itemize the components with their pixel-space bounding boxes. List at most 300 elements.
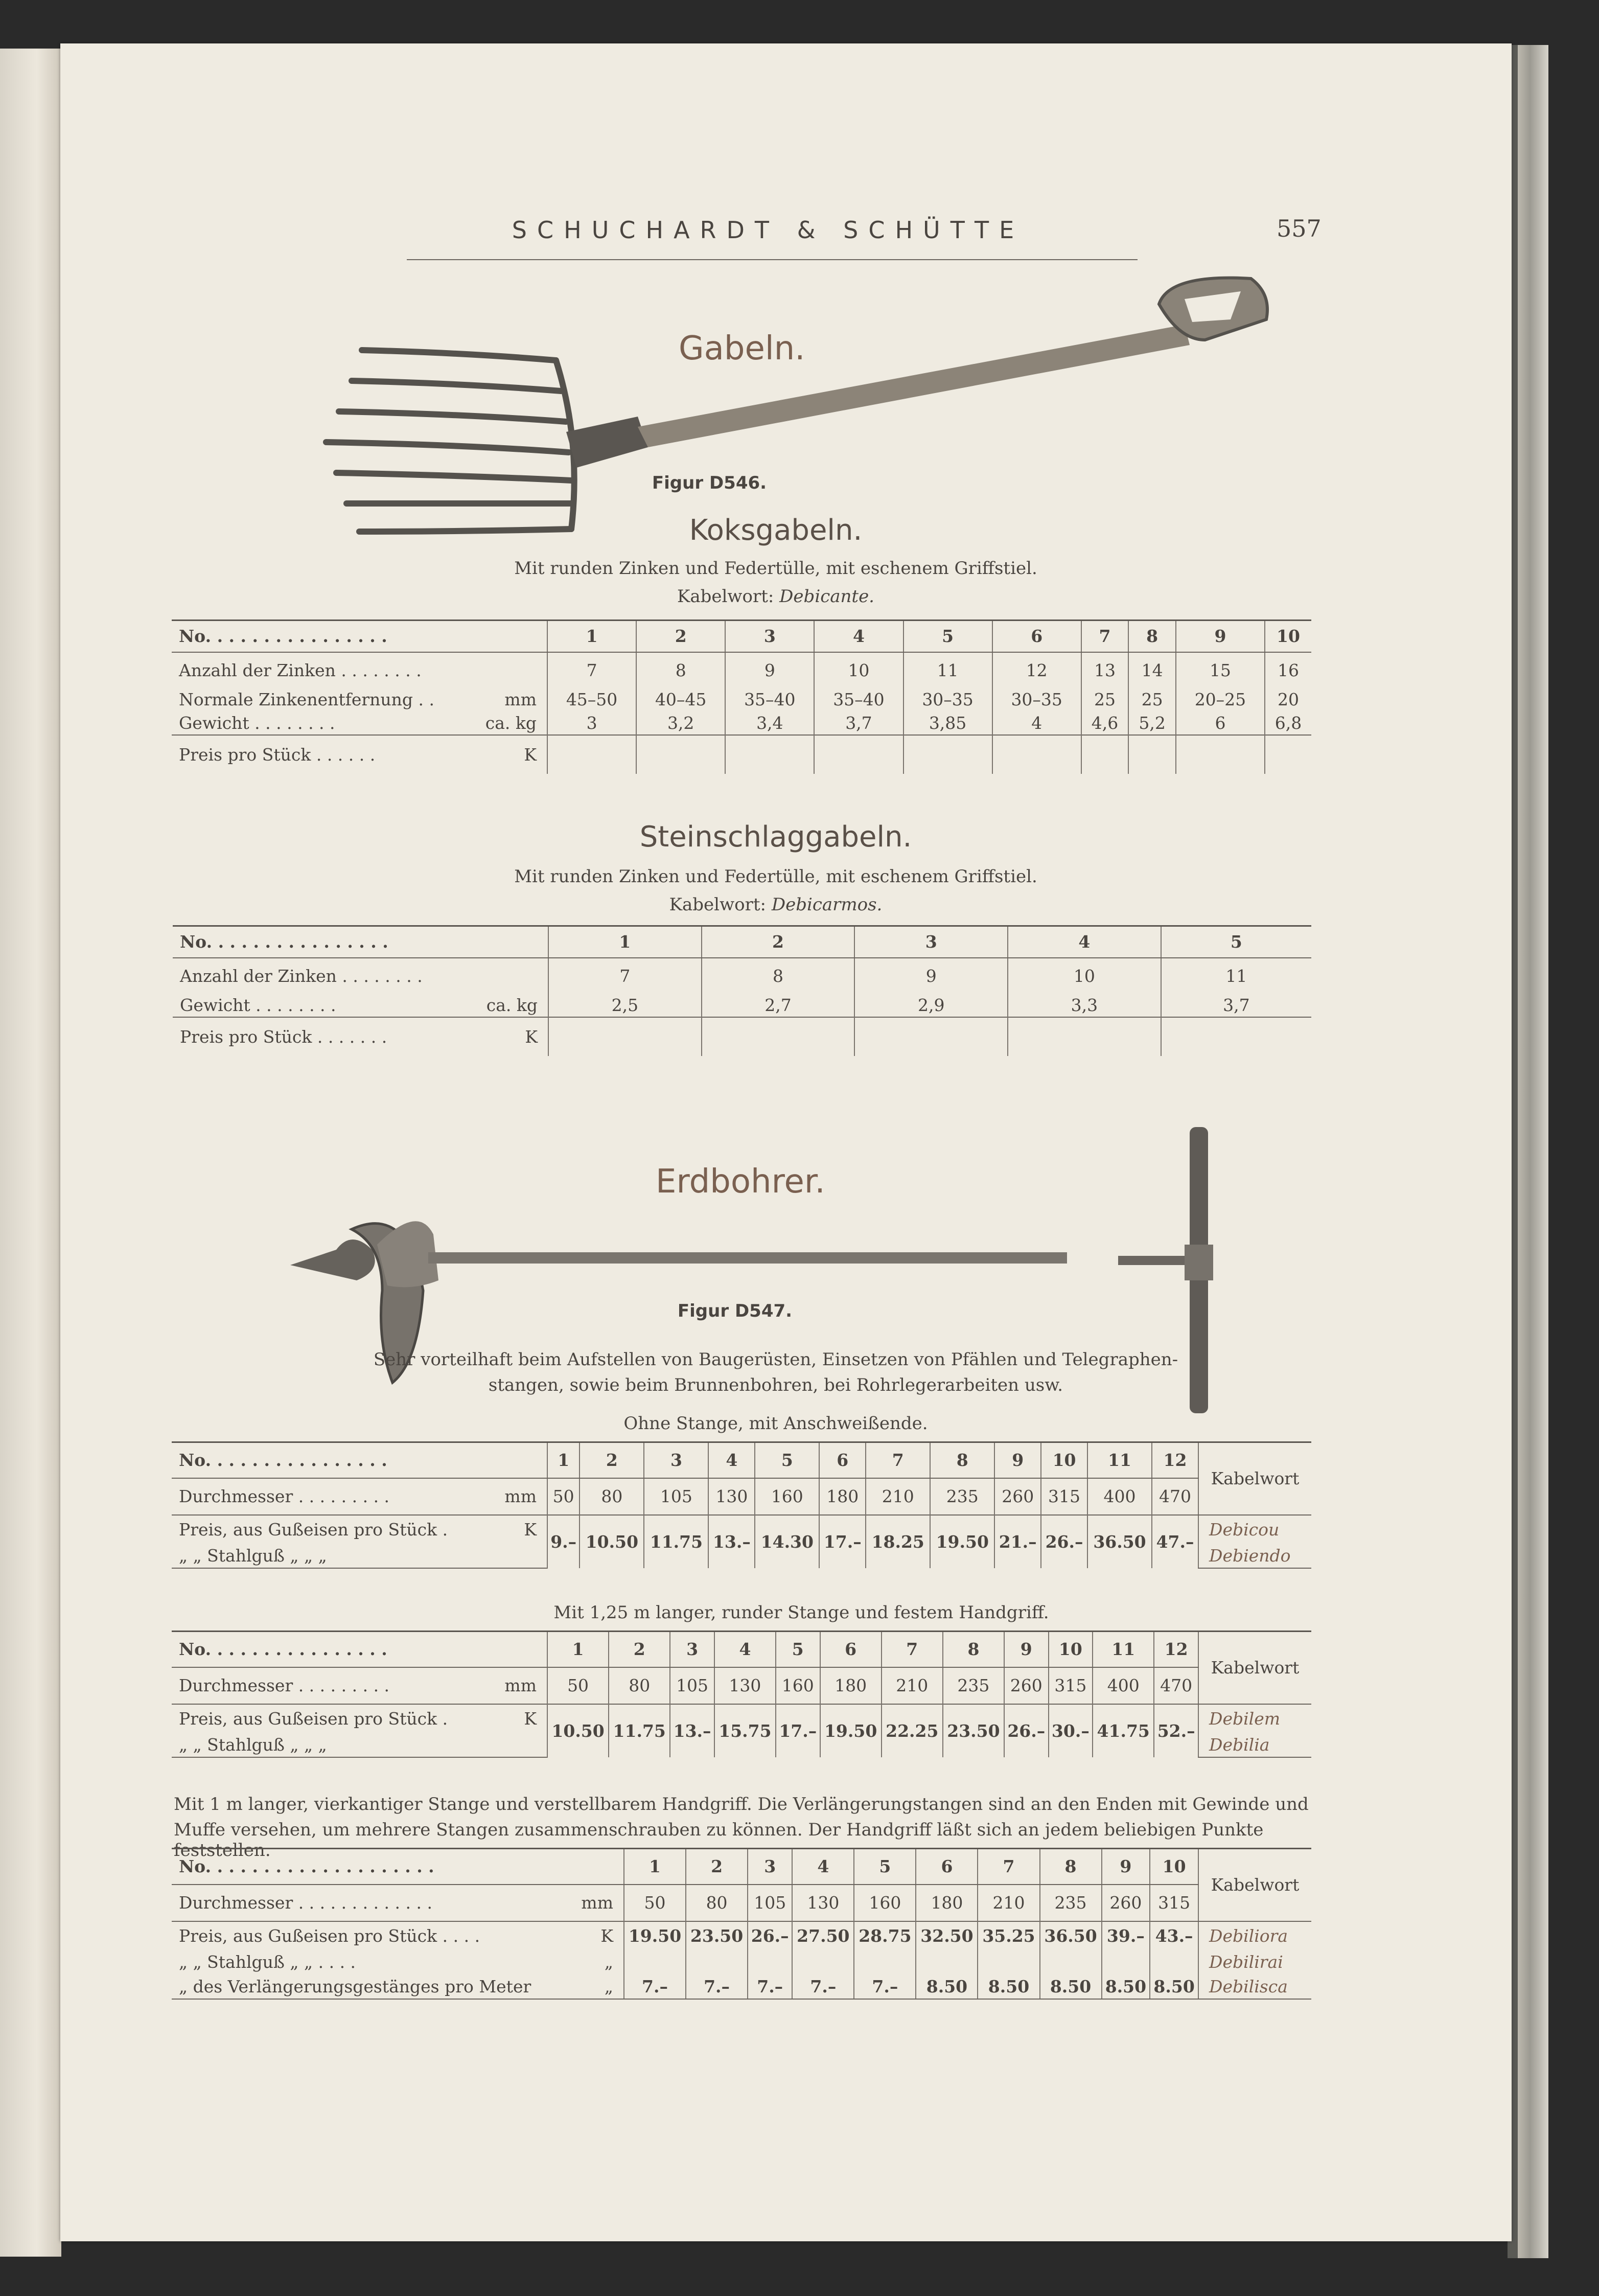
section-title-steinschlaggabeln: Steinschlaggabeln. bbox=[639, 820, 912, 854]
row-label bbox=[172, 1667, 547, 1704]
column-number: 10 bbox=[1150, 1849, 1198, 1885]
erdbohrer-description-line2: stangen, sowie beim Brunnenbohren, bei Rohrlegerarbeiten usw. bbox=[488, 1375, 1063, 1395]
row-unit: K bbox=[524, 1708, 537, 1729]
row-label-text: Preis pro Stück . . . . . . . bbox=[180, 1026, 387, 1047]
catalog-page bbox=[60, 43, 1512, 2241]
table-row bbox=[172, 711, 1311, 735]
diameter-cell: 80 bbox=[609, 1667, 670, 1704]
value-cell: 3,7 bbox=[814, 711, 903, 735]
value-cell: 20 bbox=[1265, 688, 1311, 711]
kabelwort-cell: Debilem bbox=[1198, 1704, 1311, 1733]
row-label-text: „ des Verlängerungsgestänges pro Meter bbox=[179, 1976, 531, 1996]
price-cell: 19.50 bbox=[624, 1921, 686, 1950]
extension-price-cell: 7.– bbox=[624, 1974, 686, 1999]
row-unit: „ bbox=[604, 1976, 613, 1996]
kabelwort-cell: Debicou bbox=[1198, 1515, 1311, 1544]
diameter-cell: 210 bbox=[978, 1885, 1039, 1921]
diameter-cell: 210 bbox=[866, 1478, 930, 1515]
value-cell: 20–25 bbox=[1176, 688, 1265, 711]
column-number: 4 bbox=[792, 1849, 854, 1885]
value-cell: 3 bbox=[547, 711, 636, 735]
extension-price-cell: 8.50 bbox=[1040, 1974, 1102, 1999]
column-number: 4 bbox=[708, 1442, 755, 1478]
price-cell: 11.75 bbox=[644, 1515, 708, 1568]
diameter-cell: 50 bbox=[624, 1885, 686, 1921]
row-label bbox=[173, 958, 548, 994]
value-cell: 2,5 bbox=[548, 994, 702, 1017]
steinschlaggabeln-table bbox=[173, 925, 1311, 1056]
table-row bbox=[172, 621, 1311, 652]
row-unit: mm bbox=[504, 1486, 537, 1506]
row-label-text: Durchmesser . . . . . . . . . bbox=[179, 1675, 390, 1695]
value-cell: 35–40 bbox=[725, 688, 814, 711]
table2-caption: Mit 1,25 m langer, runder Stange und festem Handgriff. bbox=[553, 1602, 1049, 1623]
table3-caption-line2: Muffe versehen, um mehrere Stangen zusammenschrauben zu können. Der Handgriff läßt sich an jedem beliebigen Punkte feststellen. bbox=[174, 1820, 1264, 1861]
extension-price-cell: 8.50 bbox=[1102, 1974, 1150, 1999]
kabelwort-header: Kabelwort bbox=[1198, 1632, 1311, 1704]
left-page-edge bbox=[0, 49, 61, 2257]
column-number: 1 bbox=[547, 1442, 580, 1478]
extension-price-cell: 7.– bbox=[686, 1974, 748, 1999]
empty-cell bbox=[624, 1950, 686, 1974]
price-cell: 10.50 bbox=[580, 1515, 644, 1568]
extension-price-cell: 7.– bbox=[792, 1974, 854, 1999]
column-number: 5 bbox=[854, 1849, 916, 1885]
column-number: 3 bbox=[670, 1632, 714, 1667]
row-label bbox=[172, 1544, 547, 1568]
column-number: 7 bbox=[882, 1632, 943, 1667]
value-cell: 9 bbox=[854, 958, 1008, 994]
page-stack-edge bbox=[1518, 45, 1548, 2258]
column-number: 6 bbox=[992, 621, 1081, 652]
price-cell bbox=[903, 735, 992, 774]
column-number: 9 bbox=[994, 1442, 1041, 1478]
row-unit: mm bbox=[504, 1675, 537, 1695]
column-number: 10 bbox=[1041, 1442, 1087, 1478]
column-number: 5 bbox=[755, 1442, 819, 1478]
price-cell: 15.75 bbox=[714, 1704, 776, 1757]
empty-cell bbox=[1150, 1950, 1198, 1974]
price-cell: 43.– bbox=[1150, 1921, 1198, 1950]
column-number: 6 bbox=[820, 1632, 882, 1667]
diameter-cell: 400 bbox=[1087, 1478, 1152, 1515]
kabelwort-cell: Debilisca bbox=[1198, 1974, 1311, 1999]
diameter-cell: 315 bbox=[1041, 1478, 1087, 1515]
diameter-cell: 400 bbox=[1093, 1667, 1154, 1704]
running-head: SCHUCHARDT & SCHÜTTE bbox=[512, 216, 1025, 244]
table-row bbox=[173, 994, 1311, 1017]
column-number: 10 bbox=[1265, 621, 1311, 652]
row-label-text: „ „ Stahlguß „ „ „ bbox=[179, 1734, 327, 1755]
table-row bbox=[173, 958, 1311, 994]
kabelwort-cell: Debilia bbox=[1198, 1733, 1311, 1757]
row-unit: K bbox=[525, 1026, 538, 1047]
diameter-cell: 160 bbox=[755, 1478, 819, 1515]
row-label-text: „ „ Stahlguß „ „ . . . . bbox=[179, 1952, 356, 1972]
extension-price-cell: 8.50 bbox=[1150, 1974, 1198, 1999]
price-cell: 23.50 bbox=[943, 1704, 1004, 1757]
value-cell: 8 bbox=[702, 958, 855, 994]
value-cell: 25 bbox=[1081, 688, 1129, 711]
column-number: 9 bbox=[1176, 621, 1265, 652]
row-label-text: Anzahl der Zinken . . . . . . . . bbox=[179, 660, 422, 680]
diameter-cell: 235 bbox=[930, 1478, 994, 1515]
value-cell: 35–40 bbox=[814, 688, 903, 711]
price-cell bbox=[1128, 735, 1176, 774]
erdbohrer-description-line1: Sehr vorteilhaft beim Aufstellen von Baugerüsten, Einsetzen von Pfählen und Telegraphen- bbox=[373, 1349, 1178, 1370]
diameter-cell: 130 bbox=[708, 1478, 755, 1515]
column-number: 3 bbox=[725, 621, 814, 652]
value-cell: 6 bbox=[1176, 711, 1265, 735]
value-cell: 30–35 bbox=[992, 688, 1081, 711]
table-row bbox=[172, 1632, 1311, 1667]
price-cell: 11.75 bbox=[609, 1704, 670, 1757]
figure-caption-d546: Figur D546. bbox=[652, 473, 767, 493]
column-number: 1 bbox=[547, 621, 636, 652]
koksgabeln-description: Mit runden Zinken und Federtülle, mit eschenem Griffstiel. bbox=[514, 558, 1037, 579]
value-cell: 3,2 bbox=[636, 711, 725, 735]
value-cell: 14 bbox=[1128, 652, 1176, 688]
price-cell bbox=[1161, 1017, 1311, 1056]
column-number: 1 bbox=[548, 926, 702, 958]
empty-cell bbox=[916, 1950, 978, 1974]
row-label-text: Preis, aus Gußeisen pro Stück . bbox=[179, 1708, 448, 1729]
price-cell: 14.30 bbox=[755, 1515, 819, 1568]
column-number: 5 bbox=[776, 1632, 820, 1667]
row-label-text: Normale Zinkenentfernung . . bbox=[179, 690, 434, 709]
value-cell: 15 bbox=[1176, 652, 1265, 688]
extension-price-cell: 7.– bbox=[854, 1974, 916, 1999]
figure-caption-d547: Figur D547. bbox=[677, 1301, 793, 1321]
price-cell: 36.50 bbox=[1087, 1515, 1152, 1568]
price-cell: 13.– bbox=[670, 1704, 714, 1757]
row-label-text: „ „ Stahlguß „ „ „ bbox=[179, 1545, 327, 1566]
diameter-cell: 160 bbox=[854, 1885, 916, 1921]
column-number: 5 bbox=[903, 621, 992, 652]
row-label bbox=[172, 1849, 624, 1885]
diameter-cell: 130 bbox=[714, 1667, 776, 1704]
price-cell: 17.– bbox=[776, 1704, 820, 1757]
table-row bbox=[172, 735, 1311, 774]
kabelwort-value: Debicante. bbox=[779, 586, 874, 607]
value-cell: 4 bbox=[992, 711, 1081, 735]
price-cell bbox=[636, 735, 725, 774]
column-number: 5 bbox=[1161, 926, 1311, 958]
column-number: 2 bbox=[686, 1849, 748, 1885]
value-cell: 10 bbox=[1008, 958, 1161, 994]
column-number: 8 bbox=[930, 1442, 994, 1478]
column-number: 7 bbox=[978, 1849, 1039, 1885]
row-label-text: No. . . . . . . . . . . . . . . . bbox=[179, 1450, 387, 1471]
row-label-text: Preis pro Stück . . . . . . bbox=[179, 744, 376, 765]
table-row bbox=[173, 1017, 1311, 1056]
steinschlaggabeln-description: Mit runden Zinken und Federtülle, mit eschenem Griffstiel. bbox=[514, 866, 1037, 887]
value-cell: 2,7 bbox=[702, 994, 855, 1017]
kabelwort-value: Debicarmos. bbox=[771, 894, 883, 915]
diameter-cell: 235 bbox=[943, 1667, 1004, 1704]
erdbohrer-table-1 bbox=[172, 1441, 1311, 1569]
row-label bbox=[172, 621, 547, 652]
row-label bbox=[172, 711, 547, 735]
row-label-text: No. . . . . . . . . . . . . . . . . . . . bbox=[179, 1856, 434, 1877]
value-cell: 25 bbox=[1128, 688, 1176, 711]
table1-caption: Ohne Stange, mit Anschweißende. bbox=[623, 1413, 928, 1434]
row-unit: ca. kg bbox=[486, 995, 538, 1015]
empty-cell bbox=[792, 1950, 854, 1974]
row-unit: mm bbox=[504, 690, 537, 709]
row-label-text: Anzahl der Zinken . . . . . . . . bbox=[180, 966, 423, 986]
price-cell: 22.25 bbox=[882, 1704, 943, 1757]
kabelwort-label: Kabelwort: bbox=[677, 586, 774, 607]
diameter-cell: 315 bbox=[1049, 1667, 1093, 1704]
erdbohrer-table-3 bbox=[172, 1848, 1311, 2000]
row-label-text: Preis, aus Gußeisen pro Stück . bbox=[179, 1519, 448, 1540]
table3-caption-line1: Mit 1 m langer, vierkantiger Stange und verstellbarem Handgriff. Die Verlängerungstangen sind an den Enden mit Gewinde und bbox=[174, 1794, 1309, 1815]
column-number: 3 bbox=[748, 1849, 792, 1885]
row-label bbox=[172, 652, 547, 688]
price-cell: 10.50 bbox=[547, 1704, 609, 1757]
diameter-cell: 105 bbox=[748, 1885, 792, 1921]
row-label-text: Durchmesser . . . . . . . . . bbox=[179, 1486, 390, 1506]
row-label bbox=[172, 1950, 624, 1974]
diameter-cell: 50 bbox=[547, 1667, 609, 1704]
row-label-text: Durchmesser . . . . . . . . . . . . . bbox=[179, 1893, 432, 1913]
kabelwort-cell: Debilirai bbox=[1198, 1950, 1311, 1974]
column-number: 1 bbox=[624, 1849, 686, 1885]
table-row bbox=[172, 1885, 1311, 1921]
column-number: 4 bbox=[1008, 926, 1161, 958]
erdbohrer-table-2 bbox=[172, 1631, 1311, 1758]
price-cell: 26.– bbox=[748, 1921, 792, 1950]
column-number: 2 bbox=[636, 621, 725, 652]
price-cell bbox=[854, 1017, 1008, 1056]
empty-cell bbox=[686, 1950, 748, 1974]
kabelwort-cell: Debiendo bbox=[1198, 1544, 1311, 1568]
diameter-cell: 180 bbox=[820, 1667, 882, 1704]
value-cell: 40–45 bbox=[636, 688, 725, 711]
diameter-cell: 235 bbox=[1040, 1885, 1102, 1921]
empty-cell bbox=[1040, 1950, 1102, 1974]
row-unit: mm bbox=[581, 1893, 613, 1913]
price-cell: 30.– bbox=[1049, 1704, 1093, 1757]
row-label-text: Gewicht . . . . . . . . bbox=[179, 713, 335, 733]
value-cell: 10 bbox=[814, 652, 903, 688]
diameter-cell: 470 bbox=[1152, 1478, 1198, 1515]
price-cell bbox=[1081, 735, 1129, 774]
price-cell bbox=[1265, 735, 1311, 774]
row-label bbox=[172, 1632, 547, 1667]
section-title-gabeln: Gabeln. bbox=[679, 330, 805, 368]
column-number: 9 bbox=[1102, 1849, 1150, 1885]
value-cell: 5,2 bbox=[1128, 711, 1176, 735]
row-unit: K bbox=[600, 1925, 613, 1946]
value-cell: 3,3 bbox=[1008, 994, 1161, 1017]
value-cell: 7 bbox=[548, 958, 702, 994]
table-row bbox=[172, 1478, 1311, 1515]
page-number: 557 bbox=[1277, 215, 1322, 242]
price-cell: 47.– bbox=[1152, 1515, 1198, 1568]
price-cell: 19.50 bbox=[820, 1704, 882, 1757]
value-cell: 9 bbox=[725, 652, 814, 688]
column-number: 8 bbox=[943, 1632, 1004, 1667]
diameter-cell: 470 bbox=[1154, 1667, 1198, 1704]
table-row bbox=[172, 688, 1311, 711]
row-label-text: Gewicht . . . . . . . . bbox=[180, 995, 336, 1015]
table-row bbox=[172, 1921, 1311, 1950]
table-row bbox=[172, 1515, 1311, 1544]
table-row bbox=[172, 1849, 1311, 1885]
diameter-cell: 210 bbox=[882, 1667, 943, 1704]
price-cell: 32.50 bbox=[916, 1921, 978, 1950]
row-unit: „ bbox=[604, 1952, 613, 1972]
diameter-cell: 160 bbox=[776, 1667, 820, 1704]
column-number: 11 bbox=[1093, 1632, 1154, 1667]
value-cell: 3,4 bbox=[725, 711, 814, 735]
price-cell: 28.75 bbox=[854, 1921, 916, 1950]
extension-price-cell: 7.– bbox=[748, 1974, 792, 1999]
price-cell: 26.– bbox=[1004, 1704, 1049, 1757]
empty-cell bbox=[978, 1950, 1039, 1974]
column-number: 6 bbox=[819, 1442, 866, 1478]
price-cell: 19.50 bbox=[930, 1515, 994, 1568]
price-cell: 27.50 bbox=[792, 1921, 854, 1950]
column-number: 9 bbox=[1004, 1632, 1049, 1667]
header-rule bbox=[407, 259, 1138, 260]
diameter-cell: 260 bbox=[1102, 1885, 1150, 1921]
price-cell bbox=[725, 735, 814, 774]
diameter-cell: 180 bbox=[819, 1478, 866, 1515]
row-label-text: No. . . . . . . . . . . . . . . . bbox=[179, 626, 387, 647]
value-cell: 16 bbox=[1265, 652, 1311, 688]
kabelwort-header: Kabelwort bbox=[1198, 1849, 1311, 1921]
row-label-text: Preis, aus Gußeisen pro Stück . . . . bbox=[179, 1925, 480, 1946]
diameter-cell: 50 bbox=[547, 1478, 580, 1515]
column-number: 2 bbox=[580, 1442, 644, 1478]
table-row bbox=[172, 1950, 1311, 1974]
kabelwort-label: Kabelwort: bbox=[669, 894, 766, 915]
column-number: 12 bbox=[1154, 1632, 1198, 1667]
row-label bbox=[172, 1478, 547, 1515]
row-label bbox=[172, 1974, 624, 1999]
column-number: 2 bbox=[609, 1632, 670, 1667]
table-row bbox=[172, 1442, 1311, 1478]
diameter-cell: 80 bbox=[686, 1885, 748, 1921]
price-cell: 23.50 bbox=[686, 1921, 748, 1950]
diameter-cell: 315 bbox=[1150, 1885, 1198, 1921]
value-cell: 2,9 bbox=[854, 994, 1008, 1017]
row-label-text: No. . . . . . . . . . . . . . . . bbox=[180, 932, 388, 952]
column-number: 8 bbox=[1040, 1849, 1102, 1885]
column-number: 11 bbox=[1087, 1442, 1152, 1478]
column-number: 7 bbox=[1081, 621, 1129, 652]
price-cell: 35.25 bbox=[978, 1921, 1039, 1950]
table-row bbox=[172, 1704, 1311, 1733]
value-cell: 13 bbox=[1081, 652, 1129, 688]
row-unit: K bbox=[524, 1519, 537, 1540]
diameter-cell: 105 bbox=[644, 1478, 708, 1515]
column-number: 1 bbox=[547, 1632, 609, 1667]
empty-cell bbox=[1102, 1950, 1150, 1974]
column-number: 4 bbox=[814, 621, 903, 652]
value-cell: 12 bbox=[992, 652, 1081, 688]
price-cell bbox=[814, 735, 903, 774]
value-cell: 8 bbox=[636, 652, 725, 688]
column-number: 7 bbox=[866, 1442, 930, 1478]
empty-cell bbox=[748, 1950, 792, 1974]
value-cell: 4,6 bbox=[1081, 711, 1129, 735]
price-cell bbox=[1176, 735, 1265, 774]
value-cell: 7 bbox=[547, 652, 636, 688]
price-cell: 41.75 bbox=[1093, 1704, 1154, 1757]
value-cell: 3,7 bbox=[1161, 994, 1311, 1017]
diameter-cell: 130 bbox=[792, 1885, 854, 1921]
row-label bbox=[172, 688, 547, 711]
column-number: 8 bbox=[1128, 621, 1176, 652]
diameter-cell: 105 bbox=[670, 1667, 714, 1704]
column-number: 6 bbox=[916, 1849, 978, 1885]
row-label bbox=[173, 926, 548, 958]
kabelwort-header: Kabelwort bbox=[1198, 1442, 1311, 1515]
price-cell: 17.– bbox=[819, 1515, 866, 1568]
row-label-text: No. . . . . . . . . . . . . . . . bbox=[179, 1639, 387, 1660]
extension-price-cell: 8.50 bbox=[978, 1974, 1039, 1999]
price-cell: 18.25 bbox=[866, 1515, 930, 1568]
price-cell bbox=[547, 735, 636, 774]
diameter-cell: 260 bbox=[994, 1478, 1041, 1515]
section-title-erdbohrer: Erdbohrer. bbox=[656, 1163, 825, 1201]
kabelwort-cell: Debiliora bbox=[1198, 1921, 1311, 1950]
table-row bbox=[172, 1667, 1311, 1704]
table-row bbox=[172, 652, 1311, 688]
value-cell: 45–50 bbox=[547, 688, 636, 711]
price-cell: 9.– bbox=[547, 1515, 580, 1568]
price-cell: 36.50 bbox=[1040, 1921, 1102, 1950]
value-cell: 30–35 bbox=[903, 688, 992, 711]
diameter-cell: 260 bbox=[1004, 1667, 1049, 1704]
price-cell: 13.– bbox=[708, 1515, 755, 1568]
section-title-koksgabeln: Koksgabeln. bbox=[689, 514, 863, 547]
value-cell: 11 bbox=[903, 652, 992, 688]
koksgabeln-table bbox=[172, 619, 1311, 774]
row-unit: ca. kg bbox=[485, 713, 537, 733]
price-cell: 21.– bbox=[994, 1515, 1041, 1568]
row-label bbox=[172, 1704, 547, 1733]
diameter-cell: 180 bbox=[916, 1885, 978, 1921]
column-number: 10 bbox=[1049, 1632, 1093, 1667]
price-cell: 39.– bbox=[1102, 1921, 1150, 1950]
koksgabeln-kabelwort bbox=[520, 586, 1031, 607]
column-number: 4 bbox=[714, 1632, 776, 1667]
steinschlaggabeln-kabelwort bbox=[520, 894, 1031, 915]
table-row bbox=[172, 1974, 1311, 1999]
row-label bbox=[172, 1921, 624, 1950]
column-number: 3 bbox=[644, 1442, 708, 1478]
row-label bbox=[172, 1733, 547, 1757]
row-unit: K bbox=[524, 744, 537, 765]
empty-cell bbox=[854, 1950, 916, 1974]
value-cell: 11 bbox=[1161, 958, 1311, 994]
row-label bbox=[172, 1885, 624, 1921]
column-number: 12 bbox=[1152, 1442, 1198, 1478]
diameter-cell: 80 bbox=[580, 1478, 644, 1515]
row-label bbox=[173, 1017, 548, 1056]
table-row bbox=[173, 926, 1311, 958]
price-cell bbox=[1008, 1017, 1161, 1056]
column-number: 2 bbox=[702, 926, 855, 958]
value-cell: 3,85 bbox=[903, 711, 992, 735]
row-label bbox=[172, 1442, 547, 1478]
price-cell bbox=[992, 735, 1081, 774]
